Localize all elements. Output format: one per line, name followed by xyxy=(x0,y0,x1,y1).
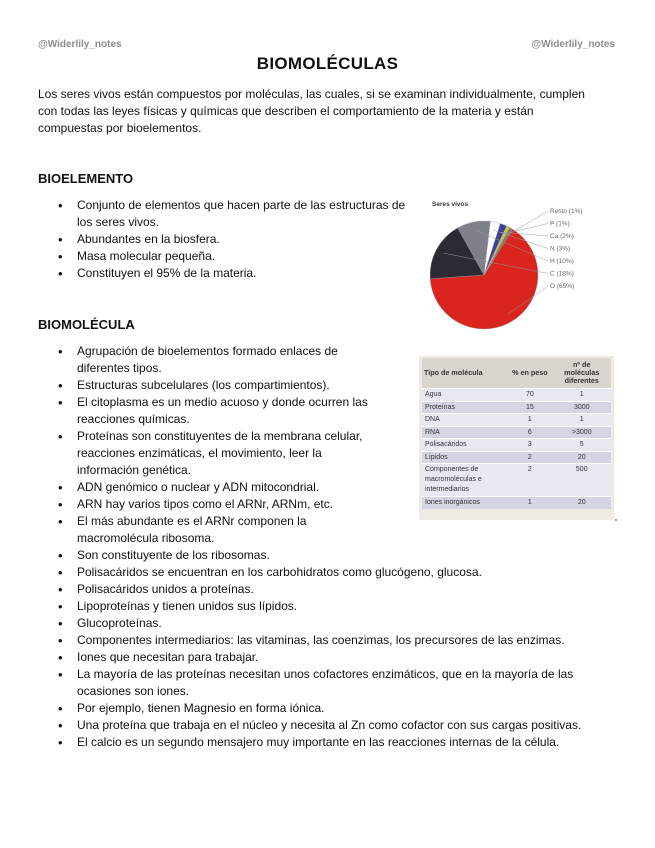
pie-chart-title: Seres vivos xyxy=(432,201,469,208)
bioelemento-list xyxy=(39,197,414,282)
table-cell: 1 xyxy=(507,414,552,427)
list-item: • ADN genómico o nuclear y ADN mitocondrial. xyxy=(39,479,387,496)
table-header: % en peso xyxy=(507,358,552,389)
section-heading-bioelemento: BIOELEMENTO xyxy=(38,171,134,186)
table-cell: 15 xyxy=(507,401,552,414)
table-cell: Lípidos xyxy=(422,451,507,464)
table-cell: 2 xyxy=(507,451,552,464)
list-item: • Polisacáridos se encuentran en los carbohidratos como glucógeno, glucosa. xyxy=(39,564,614,581)
list-item: • Por ejemplo, tienen Magnesio en forma iónica. xyxy=(39,700,614,717)
decorative-dot xyxy=(615,519,617,521)
table-cell: 2 xyxy=(507,464,552,497)
pie-chart-seres-vivos xyxy=(422,195,618,329)
table-cell: 3000 xyxy=(553,401,611,414)
table-cell: Polisacáridos xyxy=(422,439,507,452)
table-cell: 20 xyxy=(553,451,611,464)
pie-legend-label: Resto (1%) xyxy=(550,208,583,215)
section-heading-biomolecula: BIOMOLÉCULA xyxy=(38,317,135,332)
list-item: • Lipoproteínas y tienen unidos sus lípidos. xyxy=(39,598,614,615)
list-item: • Estructuras subcelulares (los compartimientos). xyxy=(39,377,387,394)
list-item: • Constituyen el 95% de la materia. xyxy=(39,265,414,282)
list-item: • El más abundante es el ARNr componen la macromolécula ribosoma. xyxy=(39,513,387,547)
list-item: • Son constituyente de los ribosomas. xyxy=(39,547,614,564)
list-item: • Proteínas son constituyentes de la membrana celular, reacciones enzimáticas, el movimiento, leer la información genética. xyxy=(39,428,387,479)
list-item: • Abundantes en la biosfera. xyxy=(39,231,414,248)
list-item: • ARN hay varios tipos como el ARNr, ARNm, etc. xyxy=(39,496,387,513)
watermark-right: @Widerlily_notes xyxy=(531,39,615,50)
intro-paragraph: Los seres vivos están compuestos por moléculas, las cuales, si se examinan individualmente, cumplen con todas las leyes físicas y químicas que describen el comportamiento de la materia y están compuestas por bioelementos. xyxy=(38,87,585,135)
table-cell: 500 xyxy=(553,464,611,497)
list-item: • Iones que necesitan para trabajar. xyxy=(39,649,614,666)
pie-legend-label: C (18%) xyxy=(550,270,574,278)
list-item: • El citoplasma es un medio acuoso y donde ocurren las reacciones químicas. xyxy=(39,394,387,428)
table-cell: 20 xyxy=(553,497,611,509)
table-cell: RNA xyxy=(422,426,507,439)
table-cell: Componentes de macromoléculas e intermediarios xyxy=(422,464,507,497)
table-cell: DNA xyxy=(422,414,507,427)
pie-legend-label: O (65%) xyxy=(550,283,575,290)
list-item: • Agrupación de bioelementos formado enlaces de diferentes tipos. xyxy=(39,343,387,377)
biomolecula-list xyxy=(39,343,614,751)
table-cell: 1 xyxy=(507,497,552,509)
pie-chart-svg xyxy=(422,195,618,329)
table-cell: 70 xyxy=(507,389,552,402)
list-item: • Componentes intermediarios: las vitaminas, las coenzimas, los precursores de las enzimas. xyxy=(39,632,614,649)
table-cell: >3000 xyxy=(553,426,611,439)
list-item: • Masa molecular pequeña. xyxy=(39,248,414,265)
table-cell: Agua xyxy=(422,389,507,402)
table-cell: 6 xyxy=(507,426,552,439)
list-item: • Una proteína que trabaja en el núcleo y necesita al Zn como cofactor con sus cargas positivas. xyxy=(39,717,614,734)
table-cell: 1 xyxy=(553,414,611,427)
list-item: • Polisacáridos unidos a proteínas. xyxy=(39,581,614,598)
pie-legend-label: H (10%) xyxy=(550,258,574,265)
list-item: • El calcio es un segundo mensajero muy importante en las reacciones internas de la célula. xyxy=(39,734,614,751)
table-cell: 5 xyxy=(553,439,611,452)
page-title: BIOMOLÉCULAS xyxy=(256,54,399,73)
table-header: Tipo de molécula xyxy=(422,358,507,389)
table-cell: 1 xyxy=(553,389,611,402)
list-item: • Glucoproteínas. xyxy=(39,615,614,632)
list-item: • La mayoría de las proteínas necesitan unos cofactores enzimáticos, que en la mayoría de las ocasiones son iones. xyxy=(39,666,614,700)
list-item: • Conjunto de elementos que hacen parte de las estructuras de los seres vivos. xyxy=(39,197,414,231)
table-cell: Proteínas xyxy=(422,401,507,414)
pie-legend-label: Ca (2%) xyxy=(550,233,574,240)
table-cell: Iones inorgánicos xyxy=(422,497,507,509)
pie-legend-label: N (3%) xyxy=(550,245,571,253)
table-cell: 3 xyxy=(507,439,552,452)
watermark-left: @Widerlily_notes xyxy=(38,39,122,50)
pie-legend-label: P (1%) xyxy=(550,220,570,228)
table-header: nº de moléculas diferentes xyxy=(553,358,611,389)
